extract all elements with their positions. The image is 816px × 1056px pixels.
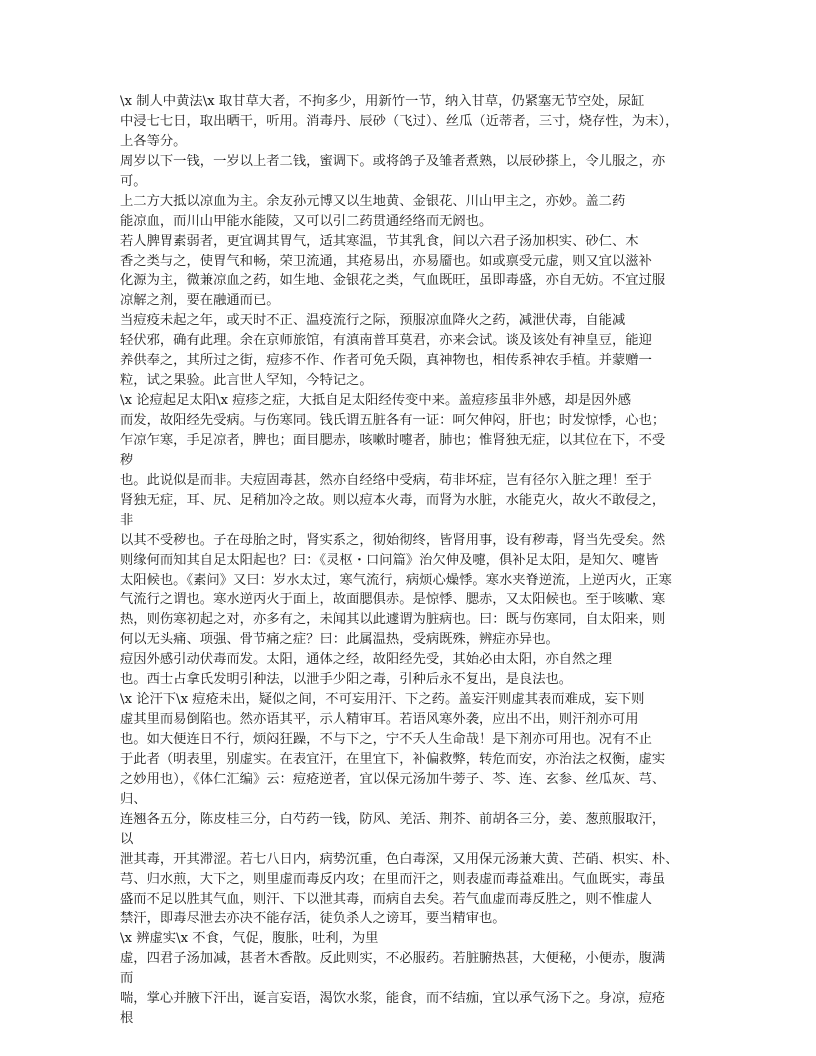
text-line: 也。如大便连日不行，烦闷狂躁，不与下之，宁不夭人生命哉！是下剂亦可用也。况有不止	[120, 732, 652, 747]
text-line: 虚其里而易倒陷也。然亦语其平，示人精审耳。若语风寒外袭，应出不出，则汗剂亦可用	[120, 712, 639, 728]
text-line: 何以无头痛、项强、骨节痛之症？曰：此属温热，受病既殊，辨症亦异也。	[120, 632, 559, 648]
text-line: 根	[120, 1011, 134, 1027]
text-line: 可。	[120, 173, 147, 189]
text-line: 于此者（明表里，别虚实。在表宜汗，在里宜下，补偏救弊，转危而安，亦治法之权衡，虚实	[120, 751, 666, 767]
text-line: 而发，故阳经先受病。与伤寒同。钱氏谓五脏各有一证：呵欠伸闷，肝也；时发惊悸，心也；	[120, 413, 666, 428]
text-line: 喘，掌心并腋下汗出，诞言妄语，渴饮水浆，能食，而不结痂，宜以承气汤下之。身凉，痘疮	[120, 991, 666, 1007]
text-line: 能凉血，而川山甲能水能陵，又可以引二药贯通经络而无阏也。	[120, 213, 493, 229]
text-line: 也。西士占拿氏发明引种法，以泄手少阳之毒，引种后永不复出，是良法也。	[120, 672, 573, 688]
document-page	[120, 92, 700, 1029]
text-line: 非	[120, 512, 134, 528]
text-line: 肾独无症，耳、尻、足稍加冷之故。则以痘本火毒，而肾为水脏，水能克火，故火不敢侵之，	[120, 492, 666, 508]
text-line: 乍凉乍寒，手足凉者，脾也；面目腮赤，咳嗽时嚏者，肺也；惟肾独无症，以其位在下，不受	[120, 432, 666, 448]
text-line: 连翘各五分，陈皮桂三分，白芍药一钱，防风、羌活、荆芥、前胡各三分，姜、葱煎服取汗，	[120, 811, 666, 827]
text-line: 禁汗，即毒尽泄去亦决不能存活，徒负杀人之谤耳，要当精审也。	[120, 911, 506, 927]
text-line: 泄其毒，开其滞涩。若七八日内，病势沉重，色白毒深，又用保元汤兼大黄、芒硝、枳实、朴、	[120, 851, 679, 867]
text-line: 热，则伤寒初起之对，亦多有之，未闻其以此遽谓为脏病也。曰：既与伤寒同，自太阳来，则	[120, 612, 666, 628]
text-line: 则缘何而知其自足太阳起也？曰：《灵枢・口问篇》治欠伸及嚏，俱补足太阳，是知欠、嚏皆	[120, 552, 659, 568]
text-line: 以	[120, 831, 134, 847]
text-line: 之妙用也），《体仁汇编》云：痘疮逆者，宜以保元汤加牛蒡子、芩、连、玄参、丝瓜灰、芎、	[120, 771, 666, 787]
text-line: 秽	[120, 452, 134, 468]
text-line: \x 辨虚实\x 不食，气促，腹胀，吐利，为里	[120, 931, 379, 947]
text-line: 轻伏邪，确有此理。余在京师旅馆，有滇南普耳莫君，亦来会试。谈及该处有神皇豆，能迎	[120, 333, 652, 349]
text-line: 化源为主，微兼凉血之药，如生地、金银花之类，气血既旺，虽即毒盛，亦自无妨。不宜过服	[120, 273, 666, 289]
text-line: 上各等分。	[120, 133, 187, 149]
text-line: 若人脾胃素弱者，更宜调其胃气，适其寒温，节其乳食，间以六君子汤加枳实、砂仁、木	[120, 233, 639, 249]
text-line: 虚，四君子汤加减，甚者木香散。反此则实，不必服药。若脏腑热甚，大便秘，小便赤，腹满	[120, 951, 666, 967]
text-line: 芎、归水煎，大下之，则里虚而毒反内攻；在里而汗之，则表虚而毒益难出。气血既实，毒虽	[120, 871, 666, 887]
text-line: 周岁以下一钱，一岁以上者二钱，蜜调下。或将鸽子及雏者煮熟，以辰砂搽上，令儿服之，亦	[120, 153, 666, 169]
text-line: 痘因外感引动伏毒而发。太阳，通体之经，故阳经先受，其始必由太阳，亦自然之理	[120, 652, 612, 668]
text-line: 香之类与之，使胃气和畅，荣卫流通，其疮易出，亦易靥也。如或禀受元虚，则又宜以滋补	[120, 253, 652, 269]
text-line: \x 论痘起足太阳\x 痘疹之症，大抵自足太阳经传变中来。盖痘疹虽非外感，却是因外感	[120, 393, 632, 409]
text-line: 粒，试之果验。此言世人罕知，今特记之。	[120, 373, 373, 389]
text-line: 太阳候也。《素问》又曰：岁水太过，寒气流行，病烦心燥悸。寒水夹脊逆流，上逆丙火，正寒	[120, 572, 672, 588]
text-line: 以其不受秽也。子在母胎之时，肾实系之，彻始彻终，皆肾用事，设有秽毒，肾当先受矣。然	[120, 532, 666, 548]
text-line: \x 制人中黄法\x 取甘草大者，不拘多少，用新竹一节，纳入甘草，仍紧塞无节空处，尿缸	[120, 94, 645, 109]
text-line: 而	[120, 971, 134, 987]
text-line: 凉解之剂，要在融通而已。	[120, 293, 280, 309]
text-line: 也。此说似是而非。夫痘固毒甚，然亦自经络中受病，苟非坏症，岂有径尔入脏之理！至于	[120, 472, 652, 488]
text-line: 当痘疫未起之年，或天时不正、温疫流行之际，预服凉血降火之药，减泄伏毒，自能减	[120, 313, 626, 329]
text-line: 上二方大抵以凉血为主。余友孙元博又以生地黄、金银花、川山甲主之，亦妙。盖二药	[120, 193, 626, 209]
text-line: 盛而不足以胜其气血，则汗、下以泄其毒，而病自去矣。若气血虚而毒反胜之，则不惟虚人	[120, 891, 652, 907]
text-line: 养供奉之，其所过之街，痘疹不作、作者可免夭陨，真神物也，相传系神农手植。并蒙赠一	[120, 353, 652, 369]
text-line: 中浸七七日，取出晒干，听用。消毒丹、辰砂（飞过）、丝瓜（近蒂者，三寸，烧存性，为末），	[120, 113, 679, 129]
text-line: 气流行之谓也。寒水逆丙火于面上，故面腮俱赤。是惊悸、腮赤，又太阳候也。至于咳嗽、寒	[120, 592, 666, 608]
text-line: 归、	[120, 791, 147, 807]
text-line: \x 论汗下\x 痘疮未出，疑似之间，不可妄用汗、下之药。盖妄汗则虚其表而难成，妄下则	[120, 692, 645, 708]
